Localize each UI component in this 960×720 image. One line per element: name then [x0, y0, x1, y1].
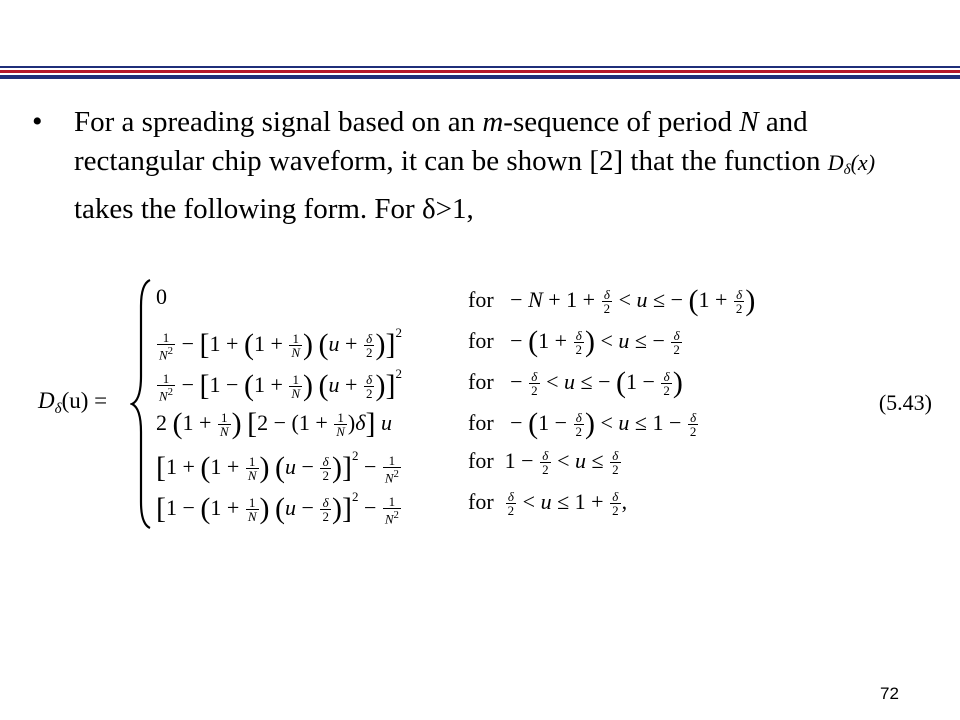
inline-function: $D_\delta(x)$: [827, 150, 876, 178]
row-expression: 0: [156, 284, 167, 309]
row-expression: $\frac{1}{N^2}$ − [1 + (1 + $\frac{1}{N}$ ) (u + $\frac{\delta}{2}$ )]$^2$: [159, 325, 402, 363]
bullet-text: [74, 103, 910, 229]
row-condition: for 1 − $\frac{\delta}{2}$ < u ≤ $\frac{\delta}{2}$: [468, 448, 619, 478]
left-brace-icon: [130, 276, 156, 532]
bullet-text-part: and rectangular chip waveform, it can be shown [2] that the function: [74, 106, 828, 177]
bullet-text-part: For a spreading signal based on an: [74, 106, 483, 138]
n-variable: N: [739, 106, 759, 138]
row-condition: for − $\frac{\delta}{2}$ < u ≤ − (1 − $\frac{\delta}{2}$ ): [468, 366, 683, 399]
m-variable: m: [482, 106, 504, 138]
row-condition: for − (1 − $\frac{\delta}{2}$ ) < u ≤ 1 − $\frac{\delta}{2}$: [468, 407, 697, 440]
piecewise-equation: [38, 276, 938, 532]
header-rule-blue-thick: [0, 75, 960, 79]
page-number: 72: [880, 684, 899, 703]
header-rule: [0, 66, 960, 79]
row-condition: for − (1 + $\frac{\delta}{2}$ ) < u ≤ − $\frac{\delta}{2}$: [468, 325, 680, 358]
equation-lhs: $D_\delta(u)$ =: [38, 388, 108, 417]
row-expression: [1 − (1 + $\frac{1}{N}$ ) (u − $\frac{\delta}{2}$ )]$^2$ − $\frac{1}{N^2}$: [156, 489, 399, 527]
row-condition: for $\frac{\delta}{2}$ < u ≤ 1 + $\frac{\delta}{2}$ ,: [468, 489, 628, 519]
bullet-text-part: takes the following form. For δ>1,: [74, 193, 474, 225]
row-expression: 2 (1 + $\frac{1}{N}$ ) [2 − (1 + $\frac{1}{N}$ )δ] u: [156, 407, 392, 440]
bullet-text-part: -sequence of period: [503, 106, 740, 138]
bullet-point: [30, 103, 910, 229]
bullet-icon: •: [32, 105, 43, 138]
equation-number: (5.43): [878, 390, 932, 415]
row-condition: for − N + 1 + $\frac{\delta}{2}$ < u ≤ − (1 + $\frac{\delta}{2}$ ): [468, 284, 756, 317]
row-expression: [1 + (1 + $\frac{1}{N}$ ) (u − $\frac{\delta}{2}$ )]$^2$ − $\frac{1}{N^2}$: [156, 448, 399, 486]
row-expression: $\frac{1}{N^2}$ − [1 − (1 + $\frac{1}{N}$ ) (u + $\frac{\delta}{2}$ )]$^2$: [159, 366, 402, 404]
